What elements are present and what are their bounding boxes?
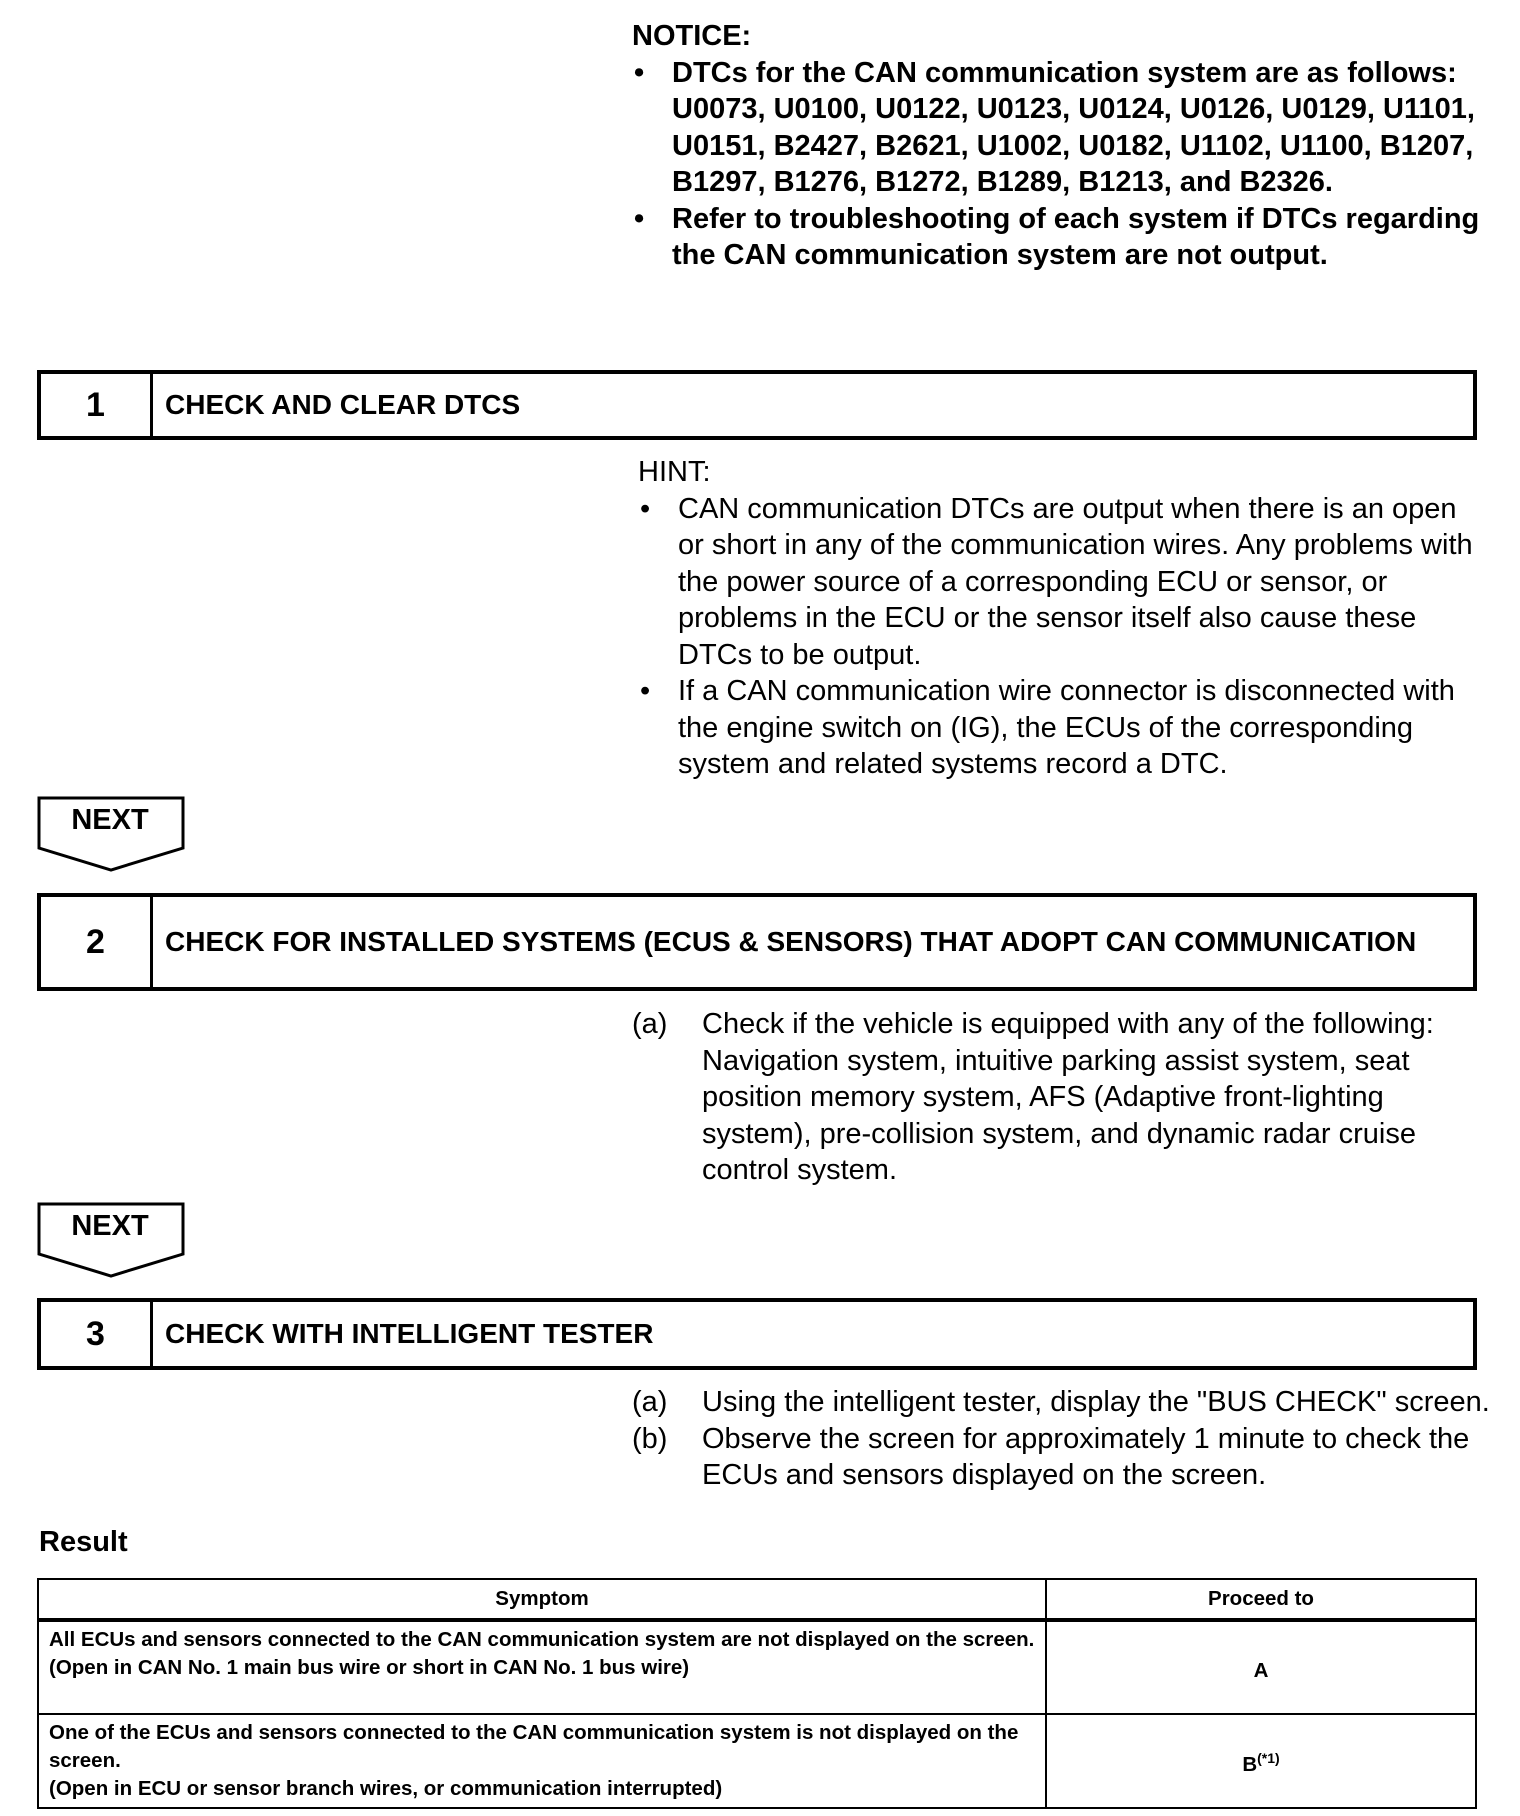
step-header-2 [37,893,1477,991]
symptom-text: All ECUs and sensors connected to the CAN communication system are not displayed on the screen. [49,1628,1035,1651]
hint-title: HINT: [638,456,711,488]
procedure-text: Observe the screen for approximately 1 minute to check the ECUs and sensors displayed on the screen. [702,1422,1470,1491]
table-header-row [38,1579,1476,1620]
hint-item: • If a CAN communication wire connector is disconnected with the engine switch on (IG), the ECUs of the corresponding system and related systems record a DTC. [638,673,1488,783]
step-title: CHECK WITH INTELLIGENT TESTER [165,1317,654,1349]
procedure-text: Using the intelligent tester, display the "BUS CHECK" screen. [702,1386,1490,1418]
step-number: 1 [41,374,153,436]
symptom-text: One of the ECUs and sensors connected to the CAN communication system is not displayed on the screen. [49,1721,1019,1772]
next-arrow-1 [37,796,187,872]
procedure-item [632,1006,1492,1189]
notice-list [632,55,1492,274]
procedure-block-2 [632,1006,1492,1189]
procedure-item [632,1421,1492,1494]
column-header-symptom: Symptom [38,1579,1046,1620]
step-title: CHECK FOR INSTALLED SYSTEMS (ECUS & SENSORS) THAT ADOPT CAN COMMUNICATION [165,925,1417,957]
procedure-item [632,1384,1492,1421]
step-number: 3 [41,1302,153,1366]
procedure-block-3 [632,1384,1492,1494]
hint-block [638,454,1488,783]
proceed-value: A [1253,1658,1269,1682]
symptom-cell [38,1620,1046,1714]
proceed-value: B [1242,1752,1258,1776]
next-label: NEXT [71,804,149,836]
hint-item: • CAN communication DTCs are output when there is an open or short in any of the communication wires. Any problems with the power source of a corresponding ECU or sensor, or problems in the ECU or the sensor itself also cause these DTCs to be output. [638,491,1488,674]
procedure-label: (b) [632,1422,668,1455]
next-label: NEXT [71,1210,149,1242]
step-header-3 [37,1298,1477,1370]
notice-item: • Refer to troubleshooting of each system if DTCs regarding the CAN communication system are not output. [632,201,1492,274]
table-row [38,1714,1476,1808]
next-arrow-2 [37,1202,187,1278]
symptom-cause: (Open in ECU or sensor branch wires, or communication interrupted) [49,1777,723,1800]
proceed-cell [1046,1714,1476,1808]
result-table [37,1578,1477,1809]
procedure-text: Check if the vehicle is equipped with any of the following: Navigation system, intuitive parking assist system, seat position memory system, AFS (Adaptive front-lighting system), pre-collision system, and dynamic radar cruise control system. [702,1008,1434,1186]
notice-title: NOTICE: [632,20,752,52]
symptom-cell [38,1714,1046,1808]
proceed-cell [1046,1620,1476,1714]
proceed-note: (*1) [1257,1749,1280,1766]
notice-block [632,18,1492,274]
procedure-label: (a) [632,1008,668,1040]
step-header-1 [37,370,1477,440]
step-number: 2 [41,897,153,987]
column-header-proceed: Proceed to [1046,1579,1476,1620]
notice-item: • DTCs for the CAN communication system are as follows: U0073, U0100, U0122, U0123, U0124, U0126, U0129, U1101, U0151, B2427, B2621, U1002, U0182, U1102, U1100, B1207, B1297, B1276, B1272, B1289, B1213, and B2326. [632,55,1492,201]
procedure-label: (a) [632,1386,668,1418]
result-heading: Result [39,1526,128,1558]
hint-list [638,491,1488,783]
symptom-cause: (Open in CAN No. 1 main bus wire or short in CAN No. 1 bus wire) [49,1656,690,1679]
table-row [38,1620,1476,1714]
step-title: CHECK AND CLEAR DTCS [165,388,521,420]
